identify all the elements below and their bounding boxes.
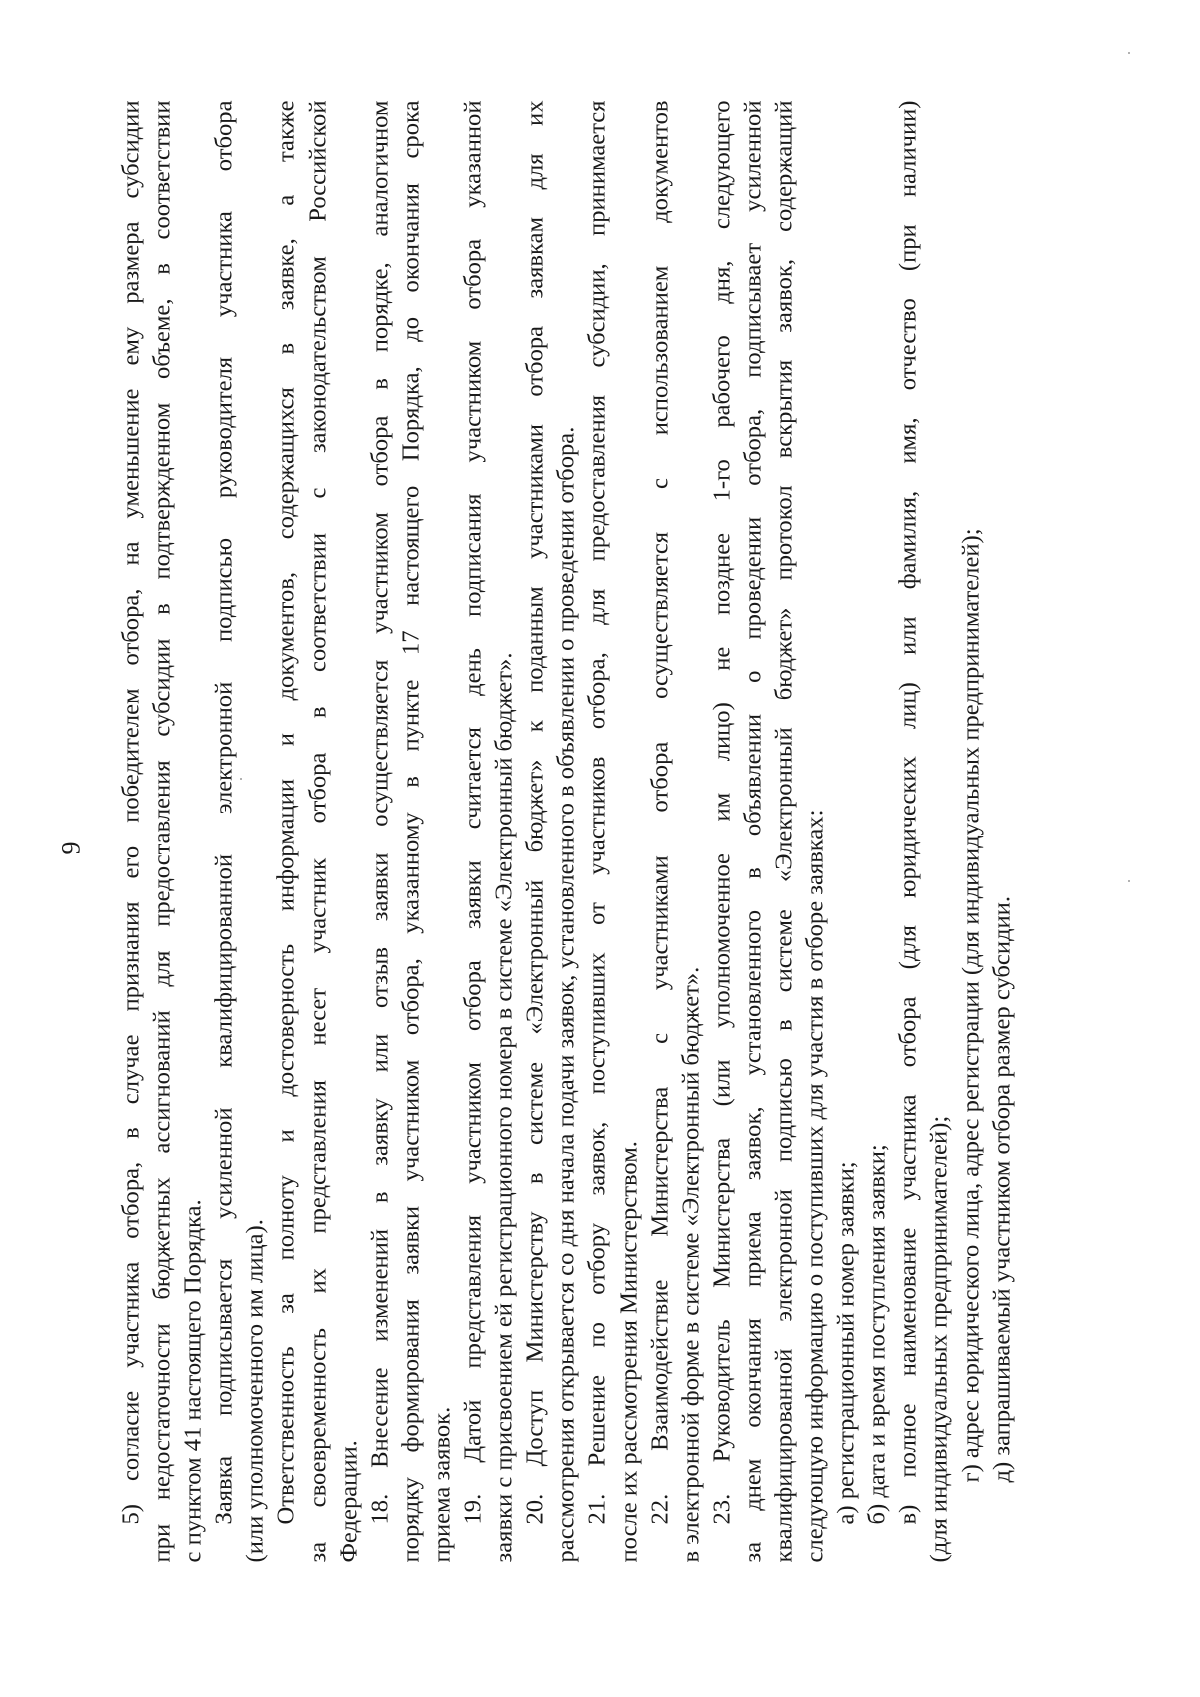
text-line: 19. Датой представления участником отбора заявки считается день подписания участником отбора указанной — [459, 100, 487, 1525]
text-line: 18. Внесение изменений в заявку или отзыв заявки осуществляется участником отбора в порядке, аналогичном — [366, 100, 394, 1525]
document-body — [116, 101, 1018, 1563]
text-line: Федерации. — [335, 1440, 363, 1563]
text-line: 21. Решение по отбору заявок, поступивших от участников отбора, для предоставления субсидии, принимается — [583, 100, 611, 1525]
text-line: рассмотрения открывается со дня начала подачи заявок, установленного в объявлении о проведении отбора. — [552, 426, 580, 1563]
text-line: 5) согласие участника отбора, в случае признания его победителем отбора, на уменьшение ему размера субсидии — [117, 100, 145, 1525]
rotated-sheet — [1, 0, 1200, 1697]
list-item: б) дата и время поступления заявки; — [863, 1144, 891, 1525]
text-line: Заявка подписывается усиленной квалифицированной электронной подписью руководителя участника отбора — [210, 100, 238, 1525]
text-line: (или уполномоченного им лица). — [241, 1219, 269, 1563]
text-line: заявки с присвоением ей регистрационного номера в системе «Электронный бюджет». — [490, 652, 518, 1563]
text-line: в электронной форме в системе «Электронный бюджет». — [677, 966, 705, 1563]
list-item: д) запрашиваемый участником отбора размер субсидии. — [988, 896, 1016, 1483]
text-line: 22. Взаимодействие Министерства с участниками отбора осуществляется с использованием документов — [646, 100, 674, 1525]
text-line: 23. Руководитель Министерства (или уполномоченное им лицо) не позднее 1-го рабочего дня, следующего — [708, 100, 736, 1525]
text-line: 20. Доступ Министерству в системе «Электронный бюджет» к поданным участниками отбора заявкам для их — [521, 100, 549, 1525]
text-line: после их рассмотрения Министерством. — [615, 1141, 642, 1563]
text-line: следующую информацию о поступивших для участия в отборе заявках: — [801, 809, 829, 1563]
text-line: приема заявок. — [428, 1406, 456, 1563]
text-line: за своевременность их представления несет участник отбора в соответствии с законодательством Российской — [304, 100, 332, 1563]
text-line: порядку формирования заявки участником отбора, указанному в пункте 17 настоящего Порядка, до окончания срока — [397, 100, 425, 1563]
list-item: а) регистрационный номер заявки; — [832, 1161, 860, 1525]
list-item: г) адрес юридического лица, адрес регистрации (для индивидуальных предпринимателей); — [957, 528, 985, 1483]
list-item: в) полное наименование участника отбора (для юридических лиц) или фамилия, имя, отчество (при наличии) — [894, 100, 922, 1525]
text-line: Ответственность за полноту и достоверность информации и документов, содержащихся в заявке, а также — [272, 100, 300, 1525]
text-line: с пунктом 41 настоящего Порядка. — [179, 1199, 207, 1563]
text-line: при недостаточности бюджетных ассигнований для предоставления субсидии в подтвержденном объеме, в соответствии — [148, 100, 176, 1563]
text-line: квалифицированной электронной подписью в системе «Электронный бюджет» протокол вскрытия заявок, содержащий — [770, 100, 798, 1563]
text-line: (для индивидуальных предпринимателей); — [925, 1115, 953, 1563]
page-number: 9 — [56, 841, 86, 855]
text-line: за днем окончания приема заявок, установленного в объявлении о проведении отбора, подписывает усиленной — [739, 100, 767, 1563]
